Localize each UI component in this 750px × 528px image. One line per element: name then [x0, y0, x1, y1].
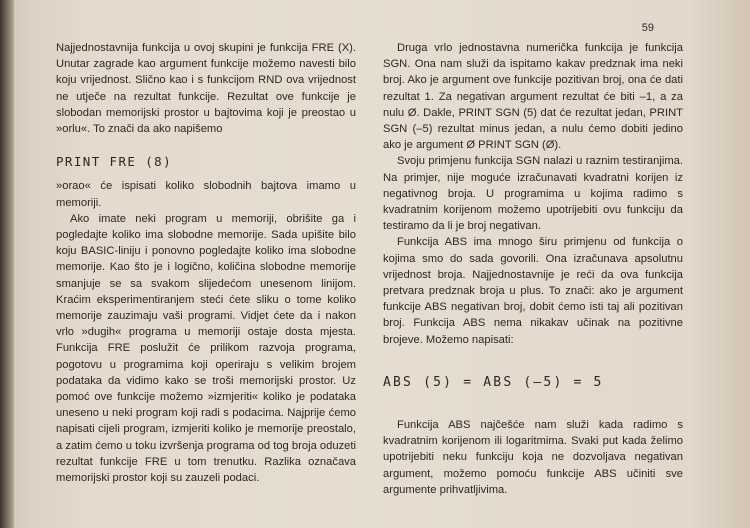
right-paragraph-3: Funkcija ABS ima mnogo širu primjenu od funkcija o kojima smo do sada govorili. Ona izračunava apsolutnu vrijednost broja. Najjednostavnije je reći da ova funkcija pretvara predznak broja u plus. To znači: ako je argument funkcije ABS negativan broj, dobit ćemo isti taj ali pozitivan broj. Funkcija ABS nema nikakav učinak na pozitivne brojeve. Možemo napisati: — [383, 236, 683, 346]
code-abs-example: ABS (5) = ABS (–5) = 5 — [383, 374, 604, 390]
right-paragraph-2: Svoju primjenu funkcija SGN nalazi u raznim testiranjima. Na primjer, nije moguće izračunavati kvadratni korijen iz negativnog broja. U programima u kojima radimo s kvadratnim korijenom možemo upotrijebiti ovu funkciju da testiramo da li je broj negativan. — [383, 155, 683, 233]
right-paragraph-1: Druga vrlo jednostavna numerička funkcija je funkcija SGN. Ona nam služi da ispitamo kakav predznak ima neki broj. Ako je argument ove funkcije pozitivan broj, ona će dati rezultat 1. Za negativan argument rezultat će biti –1, a za nulu Ø. Dakle, PRINT SGN (5) dat će rezultat jedan, PRINT SGN (–5) rezultat minus jedan, a nulu ćemo dobiti jedino ako je argument Ø PRINT SGN (Ø). — [383, 42, 683, 152]
book-spine — [0, 0, 14, 528]
right-column — [383, 40, 683, 498]
left-paragraph-2: »orao« će ispisati koliko slobodnih bajtova imamo u memoriji. — [56, 180, 356, 209]
left-paragraph-3: Ako imate neki program u memoriji, obrišite ga i pogledajte koliko ima slobodne memorije. Sada upišite bilo koju BASIC-liniju i ponovno pogledajte koliko ima slobodne memorije. Kao što je i logično, količina slobodne memorije smanjuje se sa svakom slijedećom unesenom linijom. Kraćim eksperimentiranjem steći ćete sliku o tome koliko memorije zauzimaju vaši programi. Vidjet ćete da i nakon vrlo »dugih« programa u memoriji ostaje dosta mjesta. Funkcija FRE poslužit će prilikom razvoja programa, pogotovu u programima koji operiraju s velikim brojem podataka da vidimo kako se troši memorijski prostor. Uz pomoć ove funkcije možemo »izmjeriti« koliko je podataka uneseno u neki program koji radi s podacima. Najprije ćemo napisati cijeli program, izmjeriti koliko je memorije preostalo, a zatim ćemo u toku izvršenja programa od tog broja oduzeti rezultat funkcije FRE u tom trenutku. Razlika označava memorijski prostor koji su zauzeli podaci. — [56, 212, 356, 485]
right-paragraph-4: Funkcija ABS najčešće nam služi kada radimo s kvadratnim korijenom ili logaritmima. Svaki put kada želimo upotrijebiti neku funkciju koja ne dozvoljava negativan argument, možemo pomoću funkcije ABS učiniti sve argumente prihvatljivima. — [383, 419, 683, 496]
code-print-fre: PRINT FRE (8) — [56, 154, 173, 170]
left-column — [56, 40, 356, 486]
left-paragraph-1: Najjednostavnija funkcija u ovoj skupini je funkcija FRE (X). Unutar zagrade kao argument funkcije možemo navesti bilo koju vrijednost. Slično kao i s funkcijom RND ova vrijednost ne utječe na rezultat funkcije. Rezultat ove funkcije je slobodan memorijski prostor u bajtovima koji je preostao u »orlu«. To znači da ako napišemo — [56, 42, 356, 136]
page-number: 59 — [641, 22, 654, 34]
